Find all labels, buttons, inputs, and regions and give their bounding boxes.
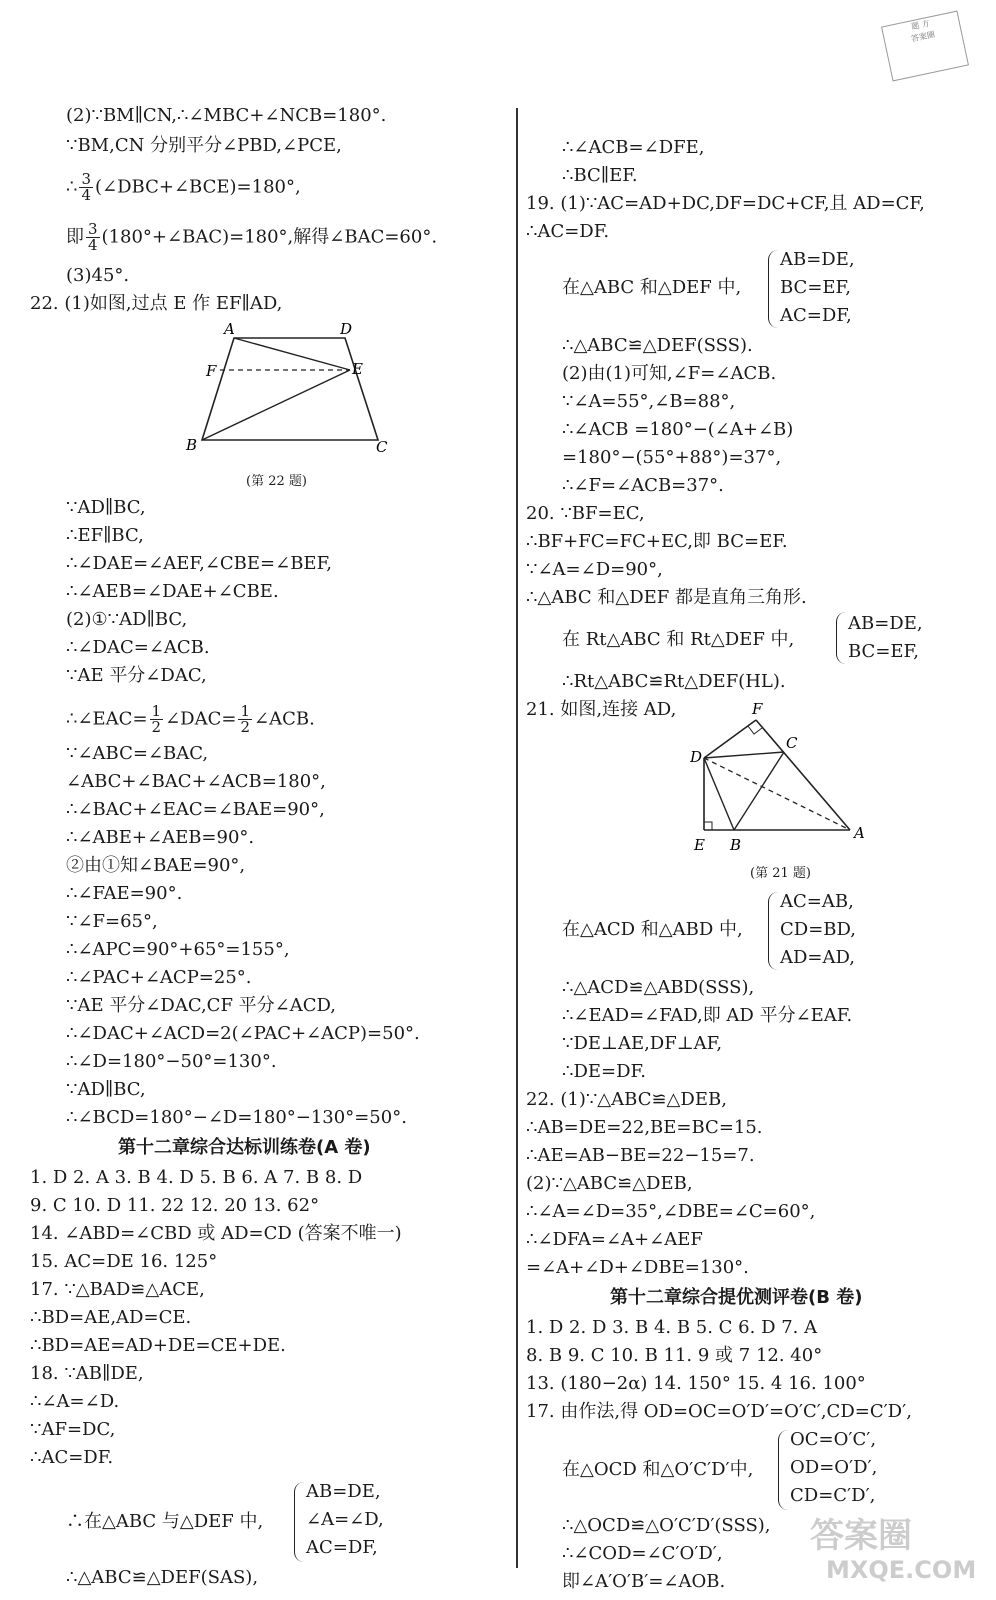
system-intro: 在△OCD 和△O′C′D′中, <box>562 1459 754 1480</box>
system-line: AB=DE, <box>780 249 855 270</box>
text-line: ∴∠BCD=180°−∠D=180°−130°=50°. <box>66 1107 407 1128</box>
segment-ad-dashed <box>704 758 850 830</box>
system-line: CD=BD, <box>780 919 857 940</box>
text-line: ∴△OCD≌△O′C′D′(SSS), <box>562 1515 771 1536</box>
denominator: 2 <box>151 718 162 736</box>
text-line: =∠A+∠D+∠DBE=130°. <box>526 1257 749 1278</box>
system-line: AC=AB, <box>780 891 854 912</box>
text: (∠DBC+∠BCE)=180°, <box>95 176 301 198</box>
text: ∴∠EAC= <box>66 708 148 730</box>
system-line: AB=DE, <box>306 1481 381 1502</box>
brace <box>836 612 847 664</box>
fraction <box>86 222 100 253</box>
fraction <box>238 704 252 735</box>
system-intro: 在 Rt△ABC 和 Rt△DEF 中, <box>562 629 795 650</box>
figure-21 <box>690 700 900 860</box>
text-line: (3)45°. <box>66 265 130 286</box>
label-a: A <box>224 320 235 338</box>
text-line: ∴Rt△ABC≌Rt△DEF(HL). <box>562 671 786 692</box>
text-line: =180°−(55°+88°)=37°, <box>562 447 782 468</box>
text-line: (2)由(1)可知,∠F=∠ACB. <box>562 363 777 384</box>
system-line: OD=O′D′, <box>790 1457 878 1478</box>
answer-line: 13. (180−2α) 14. 150° 15. 4 16. 100° <box>526 1373 866 1394</box>
answer-line: ∵AF=DC, <box>30 1419 116 1440</box>
figure-caption: (第 22 题) <box>246 474 307 489</box>
system-line: ∠A=∠D, <box>306 1509 384 1530</box>
label-d: D <box>340 320 353 338</box>
text-line: ∴∠DAC=∠ACB. <box>66 637 210 658</box>
text-line: ∴∠A=∠D=35°,∠DBE=∠C=60°, <box>526 1201 816 1222</box>
text-line: ∵AD∥BC, <box>66 1079 146 1100</box>
text-line: ∴BF+FC=FC+EC,即 BC=EF. <box>526 531 788 552</box>
text-line: ∴BC∥EF. <box>562 165 638 186</box>
denominator: 4 <box>88 236 98 254</box>
label-f: F <box>752 700 763 718</box>
text-line: ②由①知∠BAE=90°, <box>66 855 246 876</box>
text-line: ∴DE=DF. <box>562 1061 646 1082</box>
fraction-line <box>66 222 437 253</box>
text-line: ∴∠FAE=90°. <box>66 883 183 904</box>
text-line: ∴△ABC≌△DEF(SSS). <box>562 335 753 356</box>
text-line: 即∠A′O′B′=∠AOB. <box>562 1571 726 1592</box>
text: ∠ACB. <box>254 708 315 730</box>
label-e: E <box>694 836 705 854</box>
segment-bc <box>734 752 784 830</box>
brace <box>768 250 779 328</box>
text: (180°+∠BAC)=180°,解得∠BAC=60°. <box>101 226 438 248</box>
system-line: AC=DF, <box>306 1537 378 1558</box>
text-line: (2)∵△ABC≌△DEB, <box>526 1173 693 1194</box>
label-d: D <box>690 748 703 766</box>
text-line: ∴∠DAE=∠AEF,∠CBE=∠BEF, <box>66 553 332 574</box>
numerator: 1 <box>240 702 250 720</box>
segment-be <box>202 370 350 440</box>
figure-caption: (第 21 题) <box>750 866 811 881</box>
label-e: E <box>352 360 363 378</box>
text-line: ∴∠DFA=∠A+∠AEF <box>526 1229 703 1250</box>
text-line: ∴△ACD≌△ABD(SSS), <box>562 977 755 998</box>
system-line: OC=O′C′, <box>790 1429 877 1450</box>
text-line: 22. (1)如图,过点 E 作 EF∥AD, <box>30 293 283 314</box>
text-line: ∴AE=AB−BE=22−15=7. <box>526 1145 755 1166</box>
text-line: ∴∠ABE+∠AEB=90°. <box>66 827 255 848</box>
label-b: B <box>730 836 742 854</box>
text-line: ∴∠ACB=∠DFE, <box>562 137 705 158</box>
system-intro: 在△ACD 和△ABD 中, <box>562 919 743 940</box>
text-line: ∴∠EAD=∠FAD,即 AD 平分∠EAF. <box>562 1005 853 1026</box>
text-line: ∴AC=DF. <box>526 221 610 242</box>
text-line: ∴∠ACB =180°−(∠A+∠B) <box>562 419 794 440</box>
label-c: C <box>786 734 798 752</box>
answer-line: 18. ∵AB∥DE, <box>30 1363 144 1384</box>
text-line: ∠ABC+∠BAC+∠ACB=180°, <box>66 771 326 792</box>
answer-line: ∴AC=DF. <box>30 1447 114 1468</box>
column-divider <box>516 108 518 1568</box>
right-angle-e <box>704 822 712 830</box>
watermark-url: MXQE.COM <box>826 1556 977 1584</box>
stamp-text: 答案圈 <box>910 29 936 44</box>
figure-22 <box>180 318 400 468</box>
text-line: ∵∠A=55°,∠B=88°, <box>562 391 736 412</box>
text-line: ∵∠F=65°, <box>66 911 158 932</box>
text-line: 21. 如图,连接 AD, <box>526 699 677 720</box>
answer-line: 8. B 9. C 10. B 11. 9 或 7 12. 40° <box>526 1345 823 1366</box>
system-line: BC=EF, <box>848 641 919 662</box>
text: ∴ <box>66 176 78 198</box>
text-line: ∵∠ABC=∠BAC, <box>66 743 209 764</box>
text-line: ∵BM,CN 分别平分∠PBD,∠PCE, <box>66 135 342 156</box>
text-line: ∴∠COD=∠C′O′D′, <box>562 1543 723 1564</box>
text-line: ∴∠F=∠ACB=37°. <box>562 475 724 496</box>
answer-line: 17. 由作法,得 OD=OC=O′D′=O′C′,CD=C′D′, <box>526 1401 912 1422</box>
text-line: 20. ∵BF=EC, <box>526 503 645 524</box>
corner-stamp <box>881 11 969 82</box>
system-intro: 在△ABC 和△DEF 中, <box>562 277 742 298</box>
segment-df <box>704 720 756 758</box>
text-line: (2)∵BM∥CN,∴∠MBC+∠NCB=180°. <box>66 105 387 126</box>
section-heading-b: 第十二章综合提优测评卷(B 卷) <box>610 1287 863 1308</box>
brace <box>778 1430 789 1510</box>
numerator: 3 <box>88 220 98 238</box>
brace <box>768 892 779 970</box>
text-line: ∵DE⊥AE,DF⊥AF, <box>562 1033 723 1054</box>
system-line: AC=DF, <box>780 305 852 326</box>
answer-line: ∴BD=AE,AD=CE. <box>30 1307 192 1328</box>
segment-dc <box>704 752 784 758</box>
segment-ae <box>234 338 350 370</box>
text-line: ∵AD∥BC, <box>66 497 146 518</box>
text-line: 19. (1)∵AC=AD+DC,DF=DC+CF,且 AD=CF, <box>526 193 925 214</box>
text-line: ∴∠DAC+∠ACD=2(∠PAC+∠ACP)=50°. <box>66 1023 420 1044</box>
text-line: ∵AE 平分∠DAC, <box>66 665 207 686</box>
text-line: ∴∠PAC+∠ACP=25°. <box>66 967 252 988</box>
segment-db <box>704 758 734 830</box>
fraction <box>79 172 93 203</box>
fraction <box>150 704 164 735</box>
text: 即 <box>66 226 84 248</box>
stamp-text: 题 方 <box>910 18 931 32</box>
label-a: A <box>854 824 865 842</box>
text-line: ∵∠A=∠D=90°, <box>526 559 663 580</box>
system-line: CD=C′D′, <box>790 1485 876 1506</box>
denominator: 4 <box>81 186 91 204</box>
text-line: ∴AB=DE=22,BE=BC=15. <box>526 1117 763 1138</box>
answer-line: 14. ∠ABD=∠CBD 或 AD=CD (答案不唯一) <box>30 1223 402 1244</box>
answer-line: ∴∠A=∠D. <box>30 1391 120 1412</box>
text-line: (2)①∵AD∥BC, <box>66 609 188 630</box>
system-line: BC=EF, <box>780 277 851 298</box>
text-line: ∴∠D=180°−50°=130°. <box>66 1051 277 1072</box>
numerator: 1 <box>151 702 162 720</box>
label-f: F <box>206 362 217 380</box>
text-line: ∴△ABC≌△DEF(SAS), <box>66 1567 259 1588</box>
text-line: ∴△ABC 和△DEF 都是直角三角形. <box>526 587 807 608</box>
brace <box>294 1482 305 1562</box>
answer-line: 1. D 2. A 3. B 4. D 5. B 6. A 7. B 8. D <box>30 1167 363 1188</box>
fraction-line <box>66 172 301 203</box>
segment-fa <box>756 720 850 830</box>
text-line: ∴∠AEB=∠DAE+∠CBE. <box>66 581 279 602</box>
label-b: B <box>186 436 198 454</box>
numerator: 3 <box>81 170 91 188</box>
text-line: ∴EF∥BC, <box>66 525 144 546</box>
answer-line: 1. D 2. D 3. B 4. B 5. C 6. D 7. A <box>526 1317 818 1338</box>
text-line: ∴∠APC=90°+65°=155°, <box>66 939 290 960</box>
section-heading-a: 第十二章综合达标训练卷(A 卷) <box>118 1137 371 1158</box>
label-c: C <box>376 438 388 456</box>
text-line: 22. (1)∵△ABC≌△DEB, <box>526 1089 727 1110</box>
system-intro: ∴在△ABC 与△DEF 中, <box>66 1511 264 1532</box>
text-line: ∴∠BAC+∠EAC=∠BAE=90°, <box>66 799 325 820</box>
denominator: 2 <box>240 718 250 736</box>
fraction-line <box>66 704 315 735</box>
answer-line: 15. AC=DE 16. 125° <box>30 1251 218 1272</box>
text-line: ∵AE 平分∠DAC,CF 平分∠ACD, <box>66 995 337 1016</box>
answer-line: 9. C 10. D 11. 22 12. 20 13. 62° <box>30 1195 320 1216</box>
text: ∠DAC= <box>165 708 237 730</box>
system-line: AD=AD, <box>780 947 856 968</box>
watermark-logo: 答案圈 <box>810 1516 912 1556</box>
answer-line: 17. ∵△BAD≌△ACE, <box>30 1279 205 1300</box>
system-line: AB=DE, <box>848 613 923 634</box>
answer-line: ∴BD=AE=AD+DE=CE+DE. <box>30 1335 286 1356</box>
right-angle-f <box>748 726 762 734</box>
